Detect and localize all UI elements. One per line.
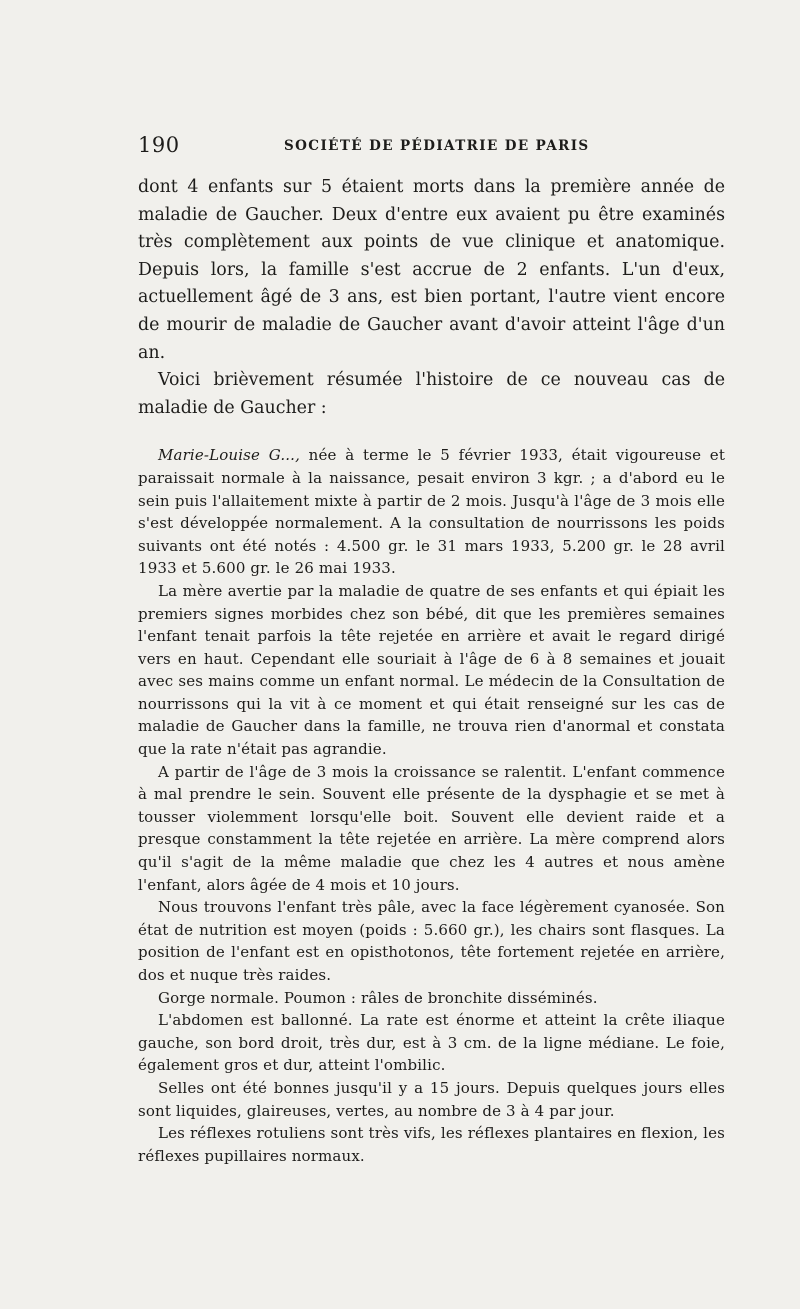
case-paragraph-stools: Selles ont été bonnes jusqu'il y a 15 jours. Depuis quelques jours elles sont liquides, glaireuses, vertes, au nombre de 3 à 4 par jour. — [138, 1078, 725, 1120]
page-header — [138, 132, 725, 158]
case-paragraph-reflexes: Les réflexes rotuliens sont très vifs, les réflexes plantaires en flexion, les réflexes pupillaires normaux. — [138, 1124, 725, 1165]
case-intro-paragraph — [138, 444, 725, 580]
paragraph-announcement: Voici brièvement résumée l'histoire de ce nouveau cas de maladie de Gaucher : — [138, 370, 725, 418]
paragraph-intro: dont 4 enfants sur 5 étaient morts dans la première année de maladie de Gaucher. Deux d'entre eux avaient pu être examinés très complètement aux points de vue clinique et anatomique. Depuis lors, la famille s'est accrue de 2 enfants. L'un d'eux, actuellement âgé de 3 ans, est bien portant, l'autre vient encore de mourir de maladie de Gaucher avant d'avoir atteint l'âge d'un an. — [138, 177, 725, 363]
body-text — [138, 174, 725, 1167]
case-paragraph-exam: Nous trouvons l'enfant très pâle, avec la face légèrement cyanosée. Son état de nutrition est moyen (poids : 5.660 gr.), les chairs sont flasques. La position de l'enfant est en opisthotonos, tête fortement rejetée en arrière, dos et nuque très raides. — [138, 898, 725, 984]
case-intro-text: née à terme le 5 février 1933, était vigoureuse et paraissait normale à la naissance, pesait environ 3 kgr. ; a d'abord eu le sein puis l'allaitement mixte à partir de 2 mois. Jusqu'à l'âge de 3 mois elle s'est développée normalement. A la consultation de nourrissons les poids suivants ont été notés : 4.500 gr. le 31 mars 1933, 5.200 gr. le 28 avril 1933 et 5.600 gr. le 26 mai 1933. — [138, 446, 725, 578]
running-title: SOCIÉTÉ DE PÉDIATRIE DE PARIS — [284, 138, 590, 154]
case-paragraph-growth: A partir de l'âge de 3 mois la croissance se ralentit. L'enfant commence à mal prendre le sein. Souvent elle présente de la dysphagie et se met à tousser violemment lorsqu'elle boit. Souvent elle devient raide et a presque constamment la tête rejetée en arrière. La mère comprend alors qu'il s'agit de la même maladie que chez les 4 autres et nous amène l'enfant, alors âgée de 4 mois et 10 jours. — [138, 762, 725, 894]
case-paragraph-abdomen: L'abdomen est ballonné. La rate est énorme et atteint la crête iliaque gauche, son bord droit, très dur, est à 3 cm. de la ligne médiane. Le foie, également gros et dur, atteint l'ombilic. — [138, 1011, 725, 1075]
patient-name: Marie-Louise G..., — [158, 446, 300, 465]
case-paragraph-mother: La mère avertie par la maladie de quatre de ses enfants et qui épiait les premiers signes morbides chez son bébé, dit que les premières semaines l'enfant tenait parfois la tête rejetée en arrière et avait le regard dirigé vers en haut. Cependant elle souriait à l'âge de 6 à 8 semaines et jouait avec ses mains comme un enfant normal. Le médecin de la Consultation de nourrissons qui la vit à ce moment et qui était renseigné sur les cas de maladie de Gaucher dans la famille, ne trouva rien d'anormal et constata que la rate n'était pas agrandie. — [138, 581, 725, 759]
case-paragraph-throat: Gorge normale. Poumon : râles de bronchite disséminés. — [158, 988, 598, 1007]
page-number: 190 — [138, 133, 180, 157]
